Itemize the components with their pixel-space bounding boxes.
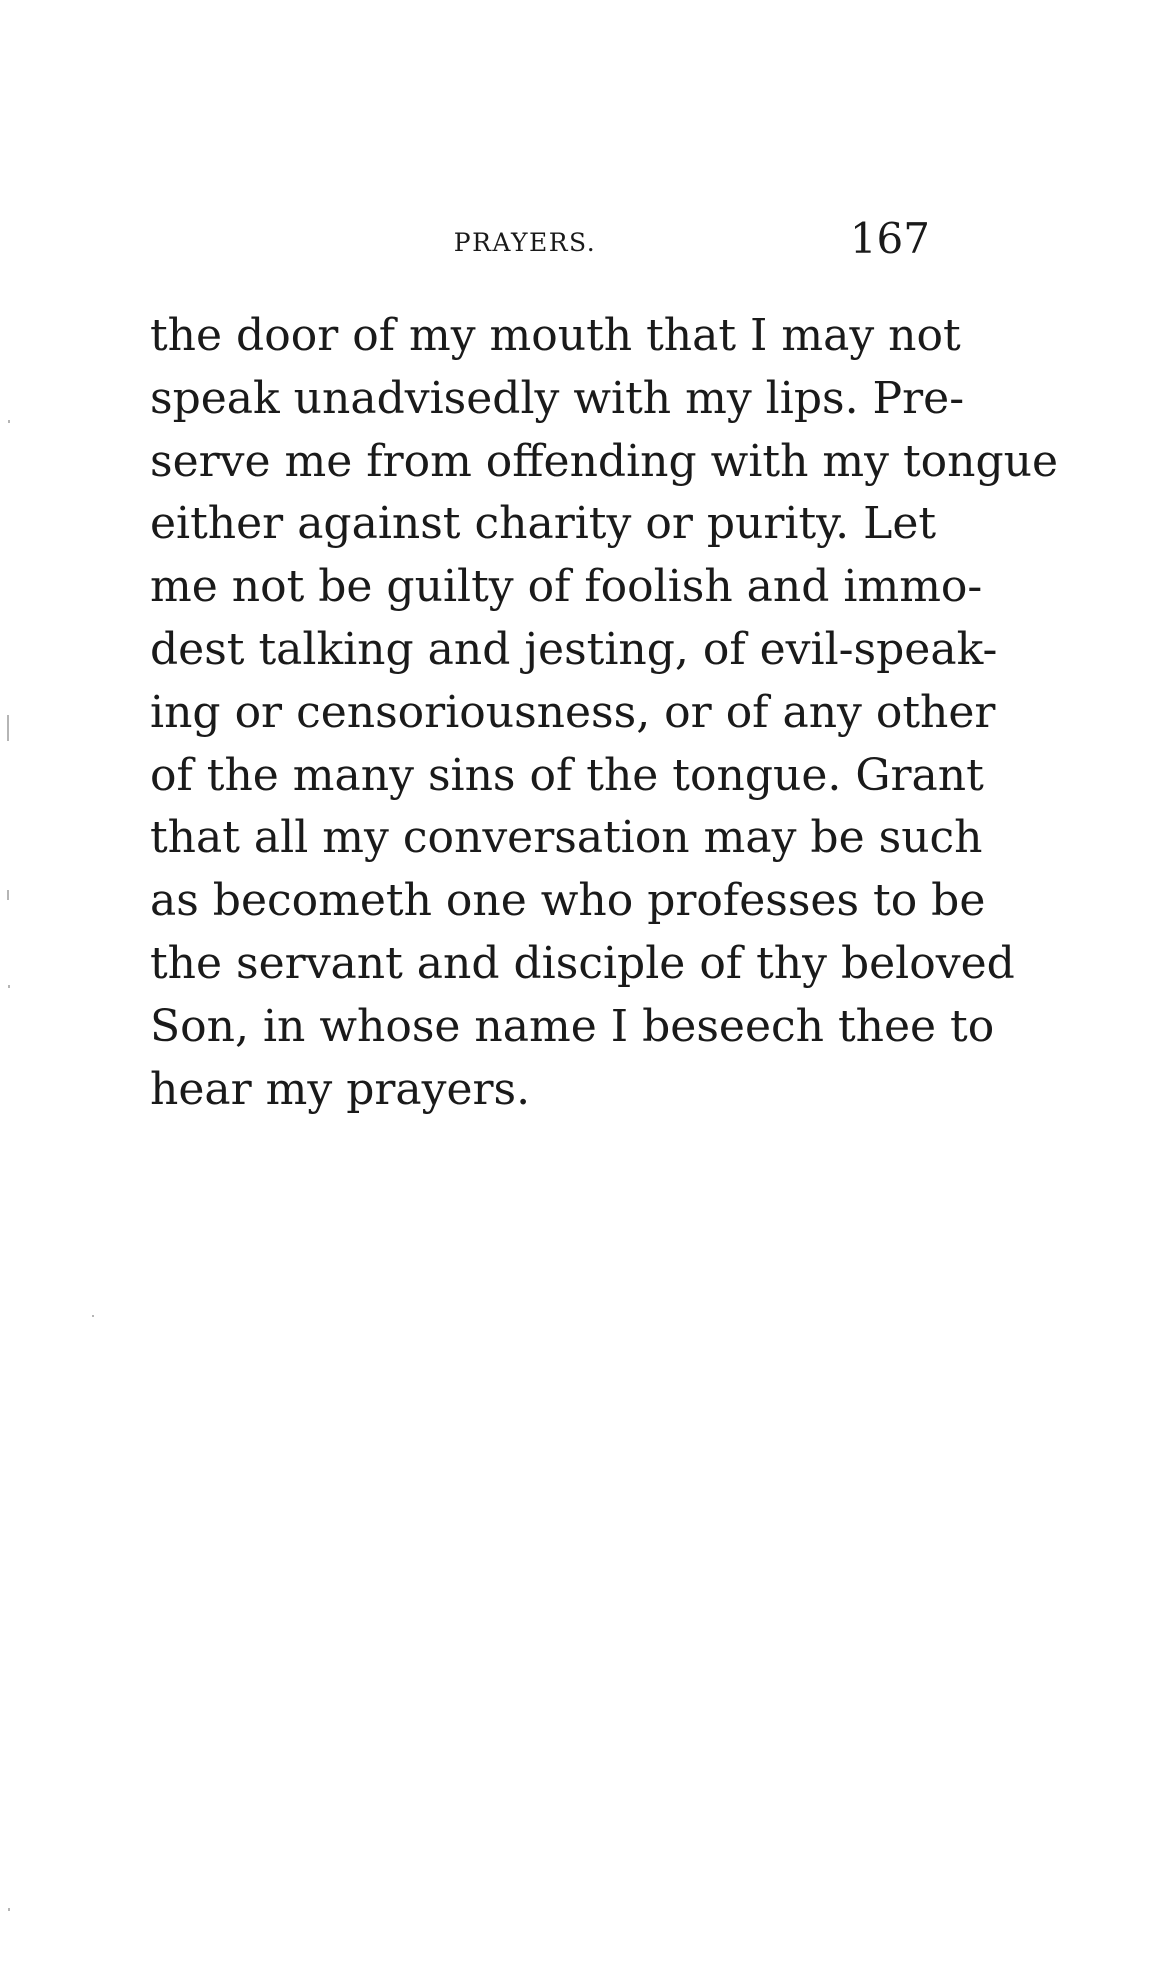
text-line: serve me from offending with my tongue [150,435,1059,487]
scan-speck [8,1908,10,1911]
scan-speck [8,420,10,423]
text-line: dest talking and jesting, of evil-speak- [150,623,998,675]
running-title: PRAYERS. [453,228,597,257]
text-line: the servant and disciple of thy beloved [150,937,1015,989]
text-line: that all my conversation may be such [150,812,983,864]
text-line: hear my prayers. [150,1063,531,1115]
text-line: speak unadvisedly with my lips. Pre- [150,372,965,424]
text-line: me not be guilty of foolish and immo- [150,561,983,613]
scan-speck [7,715,9,741]
text-line: the door of my mouth that I may not [150,310,961,361]
text-line: of the many sins of the tongue. Grant [150,749,984,801]
text-line: as becometh one who professes to be [150,875,986,927]
scan-speck [8,985,10,988]
prayer-text [150,305,1059,1121]
text-line: Son, in whose name I beseech thee to [150,1000,995,1052]
scan-speck [7,890,9,900]
text-line: either against charity or purity. Let [150,498,937,550]
page-number: 167 [849,214,930,263]
scan-speck [92,1315,94,1317]
running-head [150,214,930,278]
text-line: ing or censoriousness, or of any other [150,686,996,738]
